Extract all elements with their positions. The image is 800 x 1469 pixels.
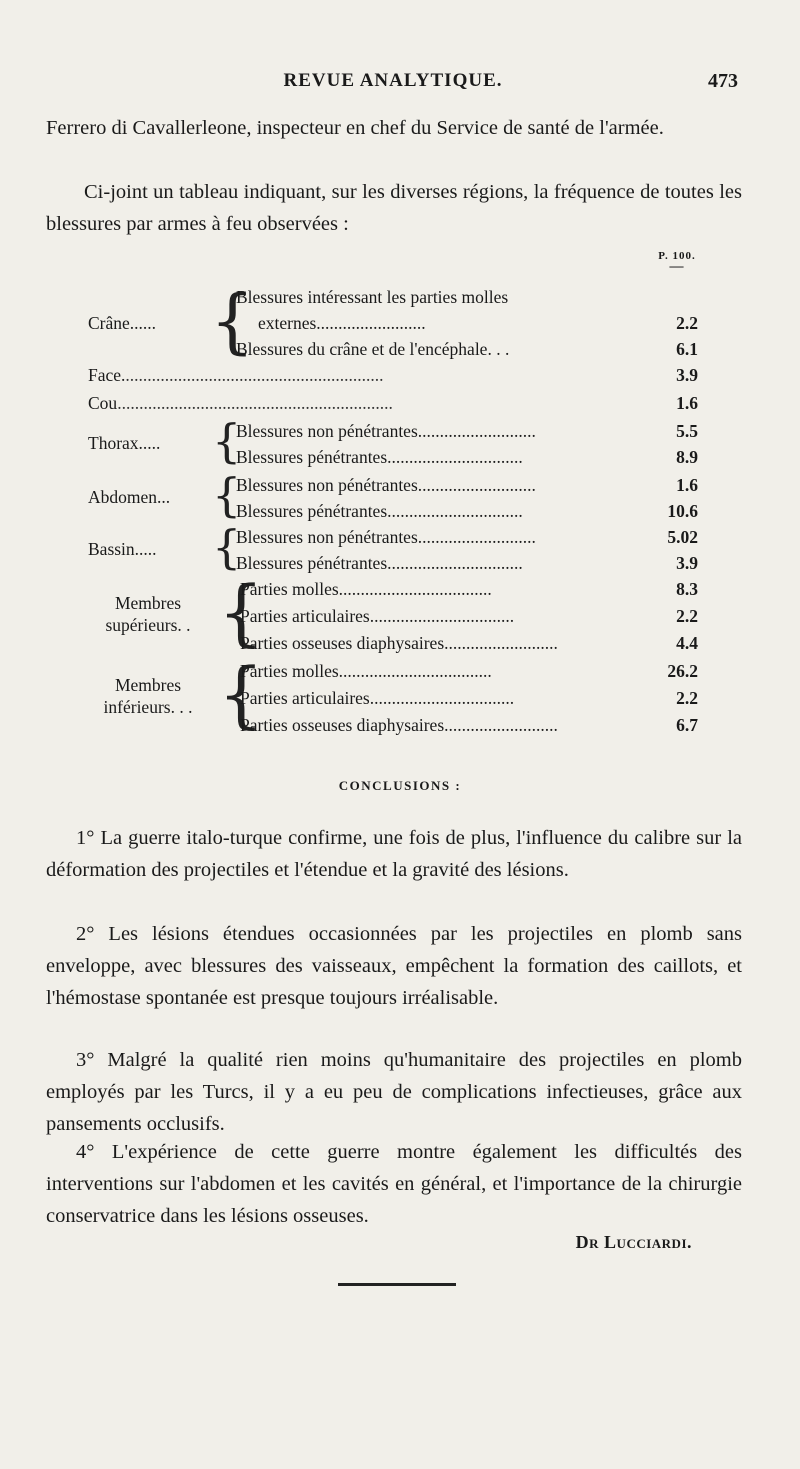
entry-value: 4.4	[676, 633, 698, 653]
end-rule	[338, 1283, 456, 1286]
leader-dots: ...........................................................	[125, 365, 384, 385]
entry-text: Blessures non pénétrantes...........................	[236, 527, 536, 547]
table-row-bassin	[88, 520, 698, 576]
entry-value: 2.2	[676, 313, 698, 333]
unit-dash: —	[669, 259, 685, 274]
entry-text: Parties articulaires.................................	[240, 688, 515, 708]
table-row-membres-inferieurs	[88, 652, 698, 738]
row-label: Crâne......	[88, 313, 157, 333]
entry-text: Parties osseuses diaphysaires..........................	[240, 715, 558, 735]
table-row-cou	[88, 390, 698, 418]
row-label	[88, 592, 208, 636]
entry-text: Blessures pénétrantes...............................	[236, 501, 523, 521]
brace: {	[210, 280, 255, 362]
row-label: Bassin.....	[88, 539, 157, 559]
entry-value: 2.2	[676, 606, 698, 626]
table-row-face	[88, 362, 698, 390]
row-label-line: Membres	[114, 675, 182, 695]
conclusion-1: 1° La guerre italo-turque confirme, une fois de plus, l'influence du calibre sur la déformation des projectiles et l'étendue et la gravité des lésions.	[46, 827, 742, 881]
entry-value: 8.9	[676, 447, 698, 467]
table-row-membres-superieurs	[88, 570, 698, 656]
entry-value: 6.1	[676, 339, 698, 359]
entry-value: 1.6	[676, 393, 698, 413]
entry-value: 5.02	[667, 527, 698, 547]
entry-value: 2.2	[676, 688, 698, 708]
entry-text: Blessures du crâne et de l'encéphale. . .	[236, 339, 510, 359]
entry-text: Parties articulaires.................................	[240, 606, 515, 626]
running-header	[48, 70, 738, 100]
intro-paragraph-continued: Ferrero di Cavallerleone, inspecteur en chef du Service de santé de l'armée.	[46, 117, 664, 139]
entry-text: Blessures intéressant les parties molles	[236, 287, 509, 307]
entry-value: 26.2	[667, 661, 698, 681]
entry-value: 10.6	[667, 501, 698, 521]
conclusion-2: 2° Les lésions étendues occasionnées par les projectiles en plomb sans enveloppe, avec blessures des vaisseaux, empêchent la formation des caillots, et l'hémostase spontanée est presque toujours irréalisable.	[46, 923, 742, 1009]
brace: {	[212, 520, 242, 574]
table-unit-header	[642, 250, 712, 272]
entry-text: Blessures pénétrantes...............................	[236, 447, 523, 467]
row-label-line: supérieurs. .	[105, 615, 191, 635]
entry-text: Parties molles...................................	[240, 661, 492, 681]
conclusion-4: 4° L'expérience de cette guerre montre également les difficultés des interventions sur l'abdomen et les cavités en général, et l'importance de la chirurgie conservatrice dans les lésions osseuses.	[46, 1141, 742, 1227]
entry-value: 6.7	[676, 715, 698, 735]
table-row-abdomen	[88, 468, 698, 524]
row-label: Face.	[88, 365, 126, 385]
conclusion-3: 3° Malgré la qualité rien moins qu'humanitaire des projectiles en plomb employés par les Turcs, il y a eu peu de complications infectieuses, grâce aux pansements occlusifs.	[46, 1049, 742, 1135]
brace: {	[212, 468, 242, 522]
entry-text: Parties molles...................................	[240, 579, 492, 599]
brace: {	[218, 570, 264, 654]
brace: {	[218, 652, 264, 736]
row-label-line: inférieurs. . .	[103, 697, 193, 717]
row-label-line: Membres	[114, 593, 182, 613]
journal-title: REVUE ANALYTIQUE.	[283, 70, 503, 91]
brace: {	[212, 414, 242, 468]
row-label: Abdomen...	[88, 487, 171, 507]
table-row-crane	[88, 280, 698, 362]
intro-paragraph: Ci-joint un tableau indiquant, sur les diverses régions, la fréquence de toutes les blessures par armes à feu observées :	[46, 181, 742, 235]
conclusions-heading: CONCLUSIONS :	[338, 778, 462, 793]
entry-text: Blessures non pénétrantes...........................	[236, 475, 536, 495]
entry-value: 8.3	[676, 579, 698, 599]
entry-text: Blessures non pénétrantes...........................	[236, 421, 536, 441]
row-label: Cou	[88, 393, 118, 413]
unit-label: P. 100.	[658, 250, 696, 262]
leader-dots: ...............................................................	[117, 393, 393, 413]
entry-value: 3.9	[676, 553, 698, 573]
entry-value: 3.9	[676, 365, 698, 385]
entry-text: Parties osseuses diaphysaires..........................	[240, 633, 558, 653]
entry-value: 1.6	[676, 475, 698, 495]
entry-text: externes.........................	[258, 313, 426, 333]
page-number: 473	[708, 70, 738, 92]
entry-text: Blessures pénétrantes...............................	[236, 553, 523, 573]
row-label	[88, 674, 208, 718]
entry-value: 5.5	[676, 421, 698, 441]
author-signature: Dr Lucciardi.	[575, 1232, 692, 1252]
table-row-thorax	[88, 414, 698, 470]
row-label: Thorax.....	[88, 433, 161, 453]
